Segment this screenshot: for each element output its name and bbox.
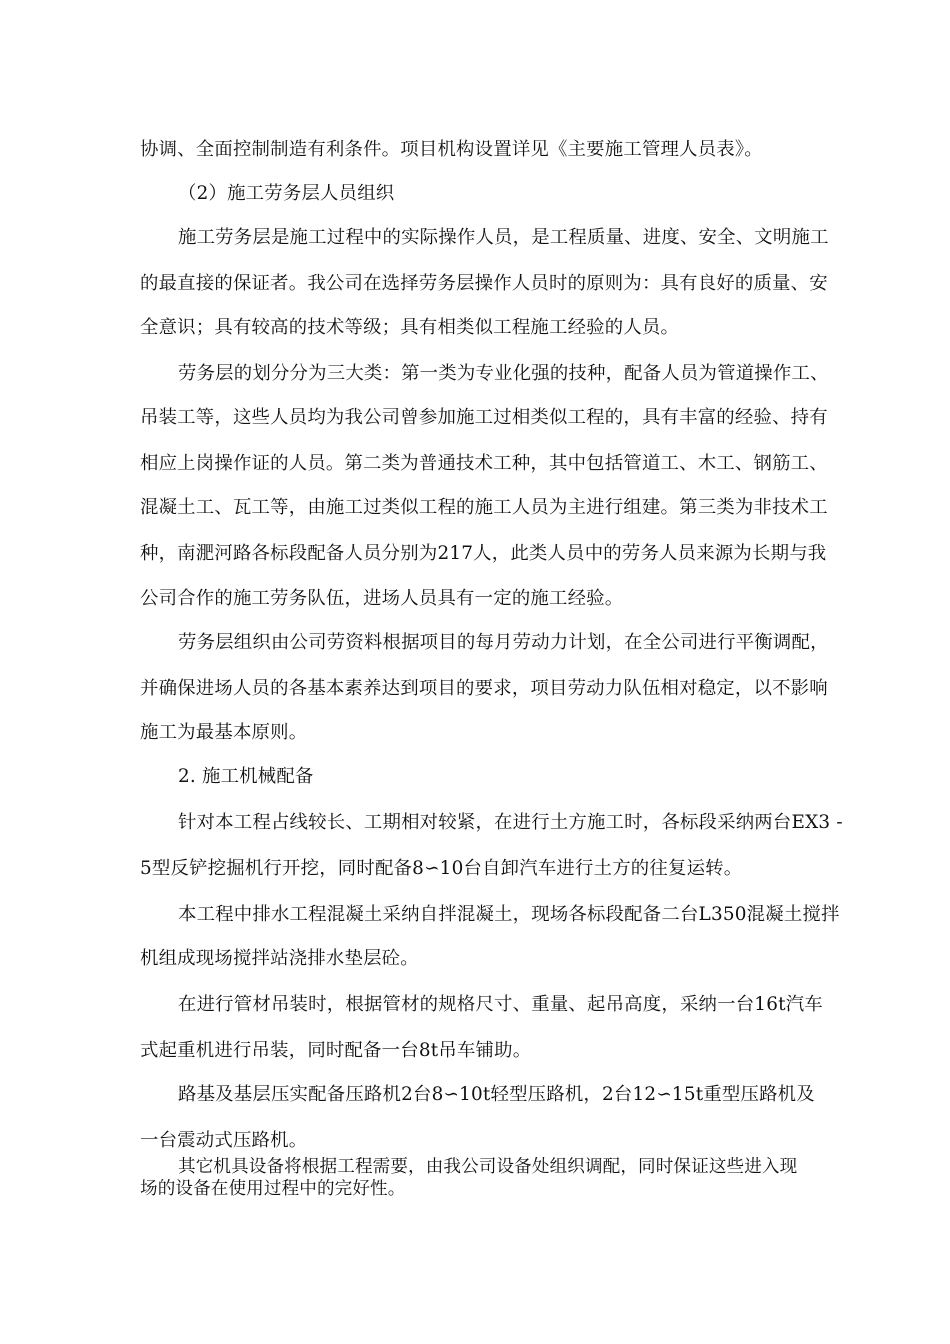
text-line: 在进行管材吊装时，根据管材的规格尺寸、重量、起吊高度，采纳一台16t汽车 [178, 994, 823, 1015]
text-line: 吊装工等，这些人员均为我公司曾参加施工过相类似工程的，具有丰富的经验、持有 [140, 407, 828, 428]
text-line: 种，南淝河路各标段配备人员分别为217人，此类人员中的劳务人员来源为长期与我 [140, 543, 827, 564]
text-line: 混凝土工、瓦工等，由施工过类似工程的施工人员为主进行组建。第三类为非技术工 [140, 497, 828, 518]
text-line: 式起重机进行吊装，同时配备一台8t吊车铺助。 [140, 1040, 532, 1061]
text-line: 5型反铲挖掘机行开挖，同时配备8∽10台自卸汽车进行土方的往复运转。 [140, 858, 743, 879]
text-line: 本工程中排水工程混凝土采纳自拌混凝土，现场各标段配备二台L350混凝土搅拌 [178, 904, 840, 925]
text-line: 全意识；具有较高的技术等级；具有相类似工程施工经验的人员。 [140, 317, 680, 338]
text-line: 并确保进场人员的各基本素养达到项目的要求，项目劳动力队伍相对稳定，以不影响 [140, 678, 828, 699]
text-line: 的最直接的保证者。我公司在选择劳务层操作人员时的原则为：具有良好的质量、安 [140, 273, 828, 294]
text-line: 一台震动式压路机。 [140, 1130, 308, 1151]
text-line: 协调、全面控制制造有利条件。项目机构设置详见《主要施工管理人员表》。 [140, 139, 763, 160]
text-line: 路基及基层压实配备压路机2台8∽10t轻型压路机，2台12∽15t重型压路机及 [178, 1084, 815, 1105]
text-line: 施工劳务层是施工过程中的实际操作人员，是工程质量、进度、安全、文明施工 [178, 227, 829, 248]
text-line: 其它机具设备将根据工程需要，由我公司设备处组织调配，同时保证这些进入现 [178, 1157, 798, 1177]
section-heading: 2. 施工机械配备 [178, 766, 314, 787]
text-line: 施工为最基本原则。 [140, 722, 308, 743]
text-line: 机组成现场搅拌站浇排水垫层砼。 [140, 948, 419, 969]
text-line: 劳务层组织由公司劳资料根据项目的每月劳动力计划，在全公司进行平衡调配， [178, 632, 829, 653]
section-heading: （2）施工劳务层人员组织 [178, 183, 395, 204]
text-line: 公司合作的施工劳务队伍，进场人员具有一定的施工经验。 [140, 588, 624, 609]
text-line: 劳务层的划分分为三大类：第一类为专业化强的技种，配备人员为管道操作工、 [178, 363, 829, 384]
text-line: 相应上岗操作证的人员。第二类为普通技术工种，其中包括管道工、木工、钢筋工、 [140, 453, 828, 474]
text-line: 场的设备在使用过程中的完好性。 [140, 1179, 406, 1199]
text-line: 针对本工程占线较长、工期相对较紧，在进行土方施工时，各标段采纳两台EX3 - [178, 812, 843, 833]
